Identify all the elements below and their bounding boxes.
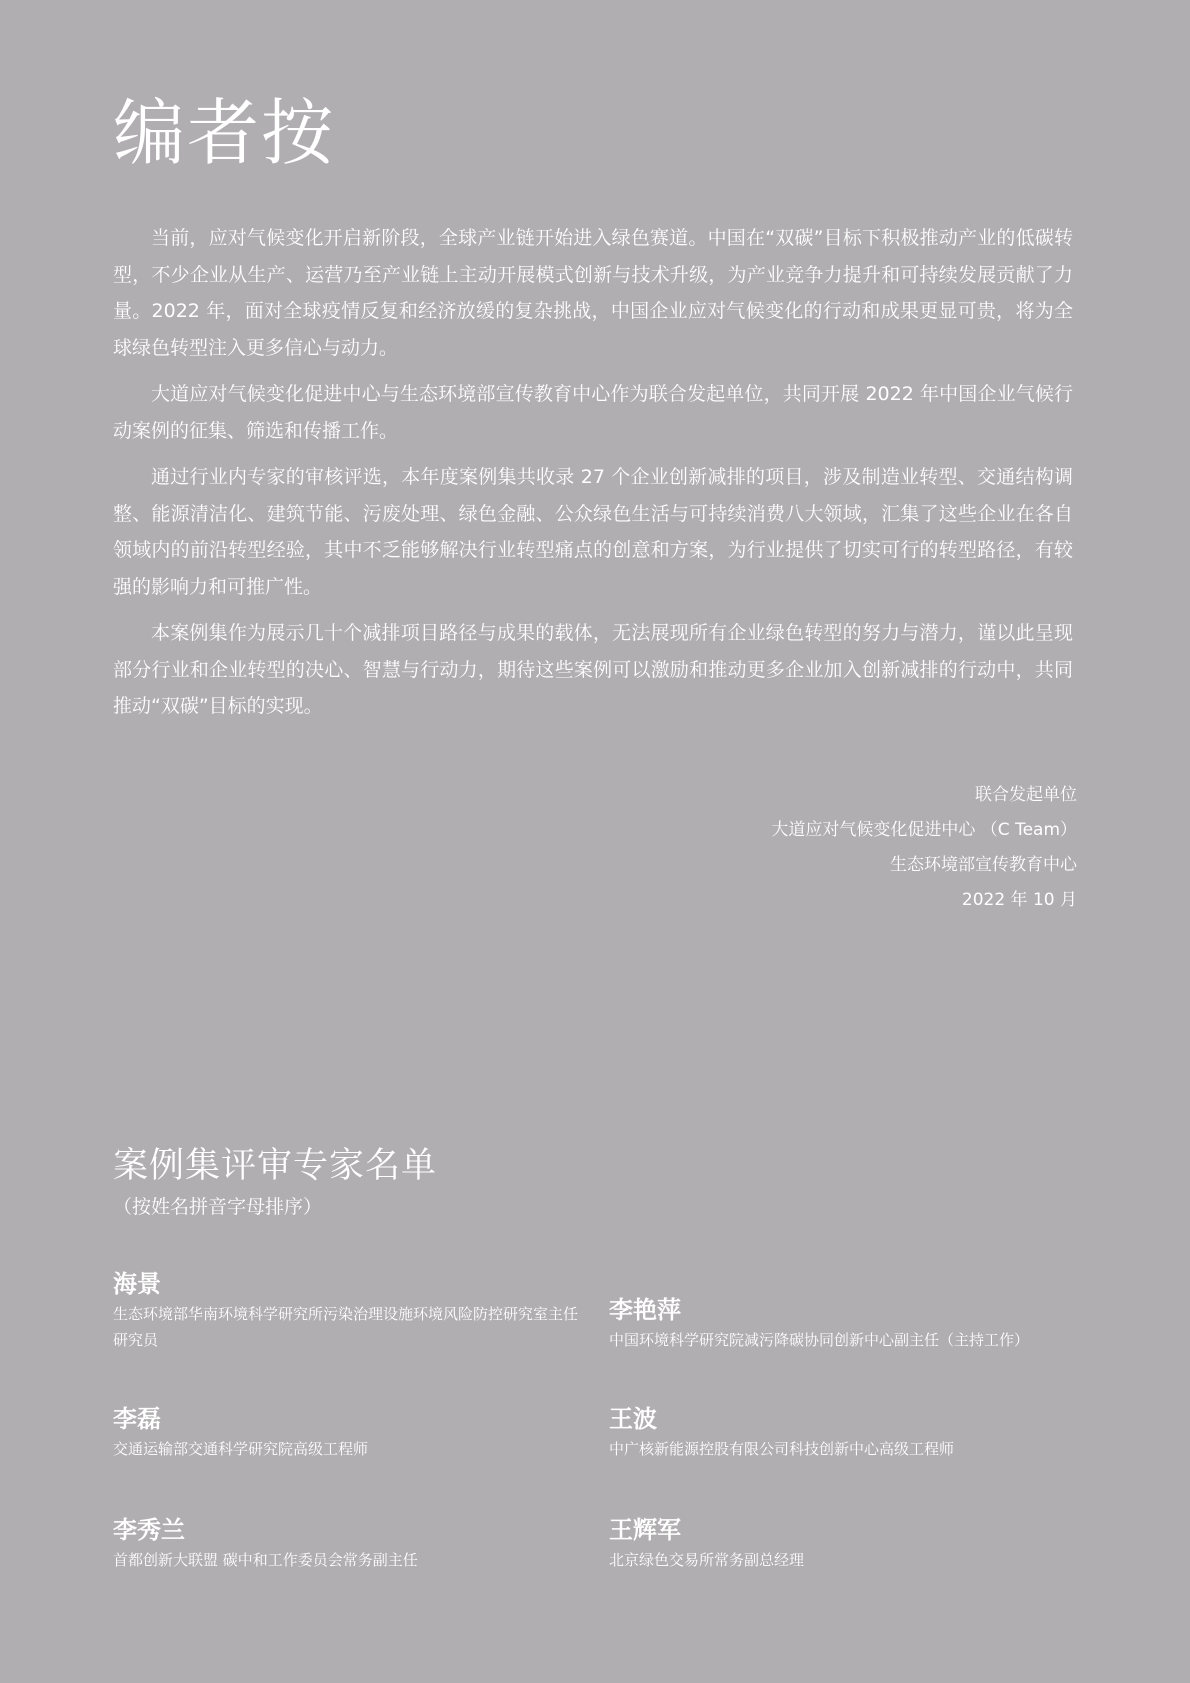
signature-label: 联合发起单位	[975, 785, 1077, 805]
expert-role: 北京绿色交易所常务副总经理	[609, 1551, 805, 1569]
experts-section-title: 案例集评审专家名单	[113, 1146, 438, 1186]
expert-role: 交通运输部交通科学研究院高级工程师	[113, 1440, 369, 1458]
expert-entry	[609, 1403, 1089, 1462]
expert-role: 中国环境科学研究院减污降碳协同创新中心副主任（主持工作）	[609, 1331, 1030, 1349]
expert-name: 王辉军	[609, 1516, 681, 1544]
signature-org-mee: 生态环境部宣传教育中心	[890, 855, 1077, 875]
paragraph: 本案例集作为展示几十个减排项目路径与成果的载体，无法展现所有企业绿色转型的努力与潜力，谨以此呈现部分行业和企业转型的决心、智慧与行动力，期待这些案例可以激励和推动更多企业加入创新减排的行动中，共同推动“双碳”目标的实现。	[113, 622, 1073, 717]
expert-role: 生态环境部华南环境科学研究所污染治理设施环境风险防控研究室主任 研究员	[113, 1305, 579, 1349]
expert-entry	[609, 1294, 1089, 1353]
paragraph: 当前，应对气候变化开启新阶段，全球产业链开始进入绿色赛道。中国在“双碳”目标下积极推动产业的低碳转型，不少企业从生产、运营乃至产业链上主动开展模式创新与技术升级，为产业竞争力提升和可持续发展贡献了力量。2022 年，面对全球疫情反复和经济放缓的复杂挑战，中国企业应对气候变化的行动和成果更显可贵，将为全球绿色转型注入更多信心与动力。	[113, 227, 1073, 359]
expert-name: 李磊	[113, 1405, 161, 1433]
signature-org-cteam: 大道应对气候变化促进中心 （C Team）	[771, 820, 1077, 840]
paragraph: 大道应对气候变化促进中心与生态环境部宣传教育中心作为联合发起单位，共同开展 2022 年中国企业气候行动案例的征集、筛选和传播工作。	[113, 383, 1073, 442]
expert-entry	[609, 1514, 1089, 1573]
expert-name: 李艳萍	[609, 1296, 681, 1324]
expert-entry	[113, 1403, 593, 1462]
experts-section-subtitle: （按姓名拼音字母排序）	[113, 1196, 323, 1218]
paragraph: 通过行业内专家的审核评选，本年度案例集共收录 27 个企业创新减排的项目，涉及制造业转型、交通结构调整、能源清洁化、建筑节能、污废处理、绿色金融、公众绿色生活与可持续消费八大领域，汇集了这些企业在各自领域内的前沿转型经验，其中不乏能够解决行业转型痛点的创意和方案，为行业提供了切实可行的转型路径，有较强的影响力和可推广性。	[113, 466, 1073, 598]
expert-role: 中广核新能源控股有限公司科技创新中心高级工程师	[609, 1440, 955, 1458]
expert-name: 海景	[113, 1270, 161, 1298]
expert-role: 首都创新大联盟 碳中和工作委员会常务副主任	[113, 1551, 418, 1569]
editor-note-body	[113, 220, 1073, 735]
expert-entry	[113, 1514, 593, 1573]
signature-date: 2022 年 10 月	[961, 890, 1077, 910]
signature-block	[771, 778, 1077, 918]
expert-name: 王波	[609, 1405, 657, 1433]
page-title: 编者按	[113, 91, 336, 175]
expert-name: 李秀兰	[113, 1516, 185, 1544]
expert-entry	[113, 1268, 593, 1353]
